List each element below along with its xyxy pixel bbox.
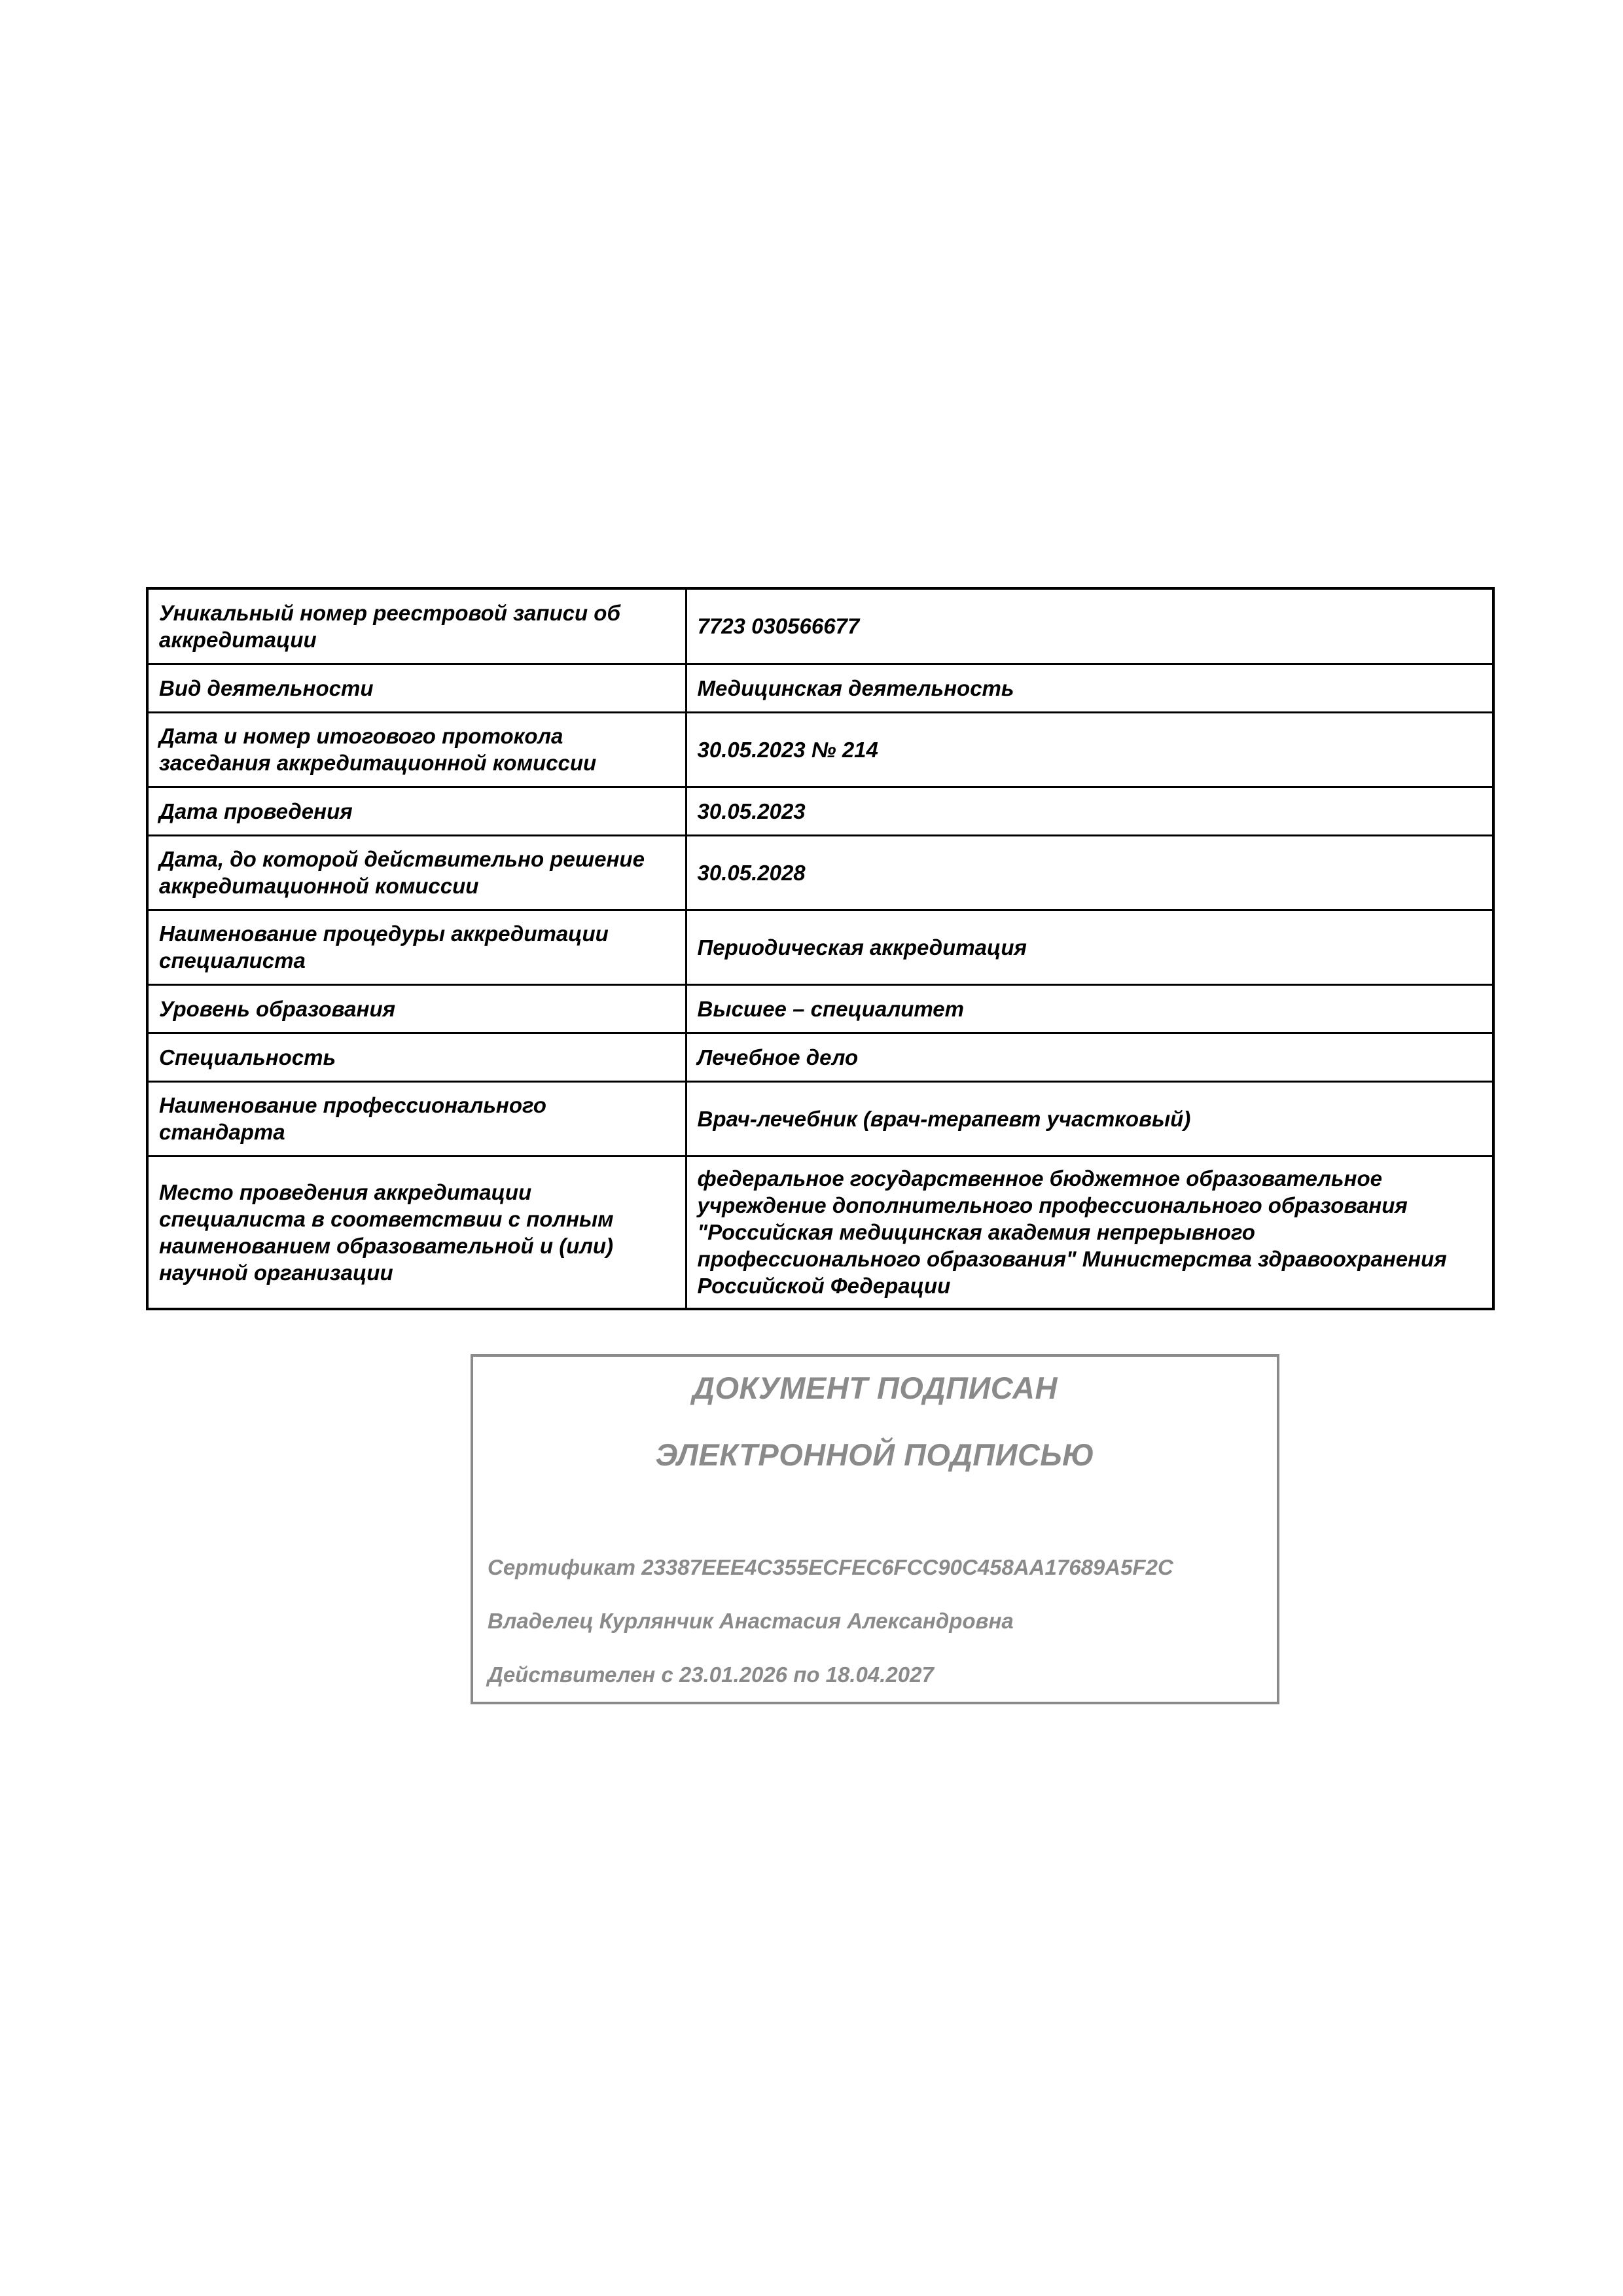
stamp-title-line-2: ЭЛЕКТРОННОЙ ПОДПИСЬЮ	[655, 1437, 1095, 1472]
education-level-label: Уровень образования	[147, 984, 686, 1033]
table-row	[147, 835, 1493, 910]
education-level-value: Высшее – специалитет	[686, 984, 1493, 1033]
procedure-name-label: Наименование процедуры аккредитации специалиста	[147, 910, 686, 984]
table-row	[147, 984, 1493, 1033]
stamp-certificate: Сертификат 23387EEE4C355ECFEC6FCC90C458AA17689A5F2C	[488, 1555, 1173, 1579]
professional-standard-value: Врач-лечебник (врач-терапевт участковый)	[686, 1081, 1493, 1156]
registry-number-label: Уникальный номер реестровой записи об аккредитации	[147, 588, 686, 664]
stamp-title-line-1: ДОКУМЕНТ ПОДПИСАН	[692, 1371, 1058, 1405]
specialty-value: Лечебное дело	[686, 1033, 1493, 1081]
stamp-owner: Владелец Курлянчик Анастасия Александровна	[488, 1609, 1014, 1633]
procedure-name-value: Периодическая аккредитация	[686, 910, 1493, 984]
date-held-label: Дата проведения	[147, 787, 686, 835]
activity-type-label: Вид деятельности	[147, 664, 686, 712]
protocol-label: Дата и номер итогового протокола заседания аккредитационной комиссии	[147, 712, 686, 787]
electronic-signature-stamp	[471, 1354, 1279, 1704]
place-value: федеральное государственное бюджетное образовательное учреждение дополнительного профессионального образования "Российская медицинская академия непрерывного профессионального образования" Министерства здравоохранения Российской Федерации	[686, 1156, 1493, 1309]
accreditation-table	[146, 587, 1495, 1310]
specialty-label: Специальность	[147, 1033, 686, 1081]
table-row	[147, 787, 1493, 835]
table-row	[147, 1033, 1493, 1081]
date-held-value: 30.05.2023	[686, 787, 1493, 835]
table-row	[147, 588, 1493, 664]
table-row	[147, 712, 1493, 787]
registry-number-value: 7723 030566677	[686, 588, 1493, 664]
table-row	[147, 664, 1493, 712]
activity-type-value: Медицинская деятельность	[686, 664, 1493, 712]
place-label: Место проведения аккредитации специалиста в соответствии с полным наименованием образовательной и (или) научной организации	[147, 1156, 686, 1309]
professional-standard-label: Наименование профессионального стандарта	[147, 1081, 686, 1156]
stamp-validity: Действителен с 23.01.2026 по 18.04.2027	[488, 1662, 934, 1687]
table-row	[147, 1081, 1493, 1156]
valid-until-value: 30.05.2028	[686, 835, 1493, 910]
table-row	[147, 1156, 1493, 1309]
valid-until-label: Дата, до которой действительно решение аккредитационной комиссии	[147, 835, 686, 910]
table-row	[147, 910, 1493, 984]
protocol-value: 30.05.2023 № 214	[686, 712, 1493, 787]
